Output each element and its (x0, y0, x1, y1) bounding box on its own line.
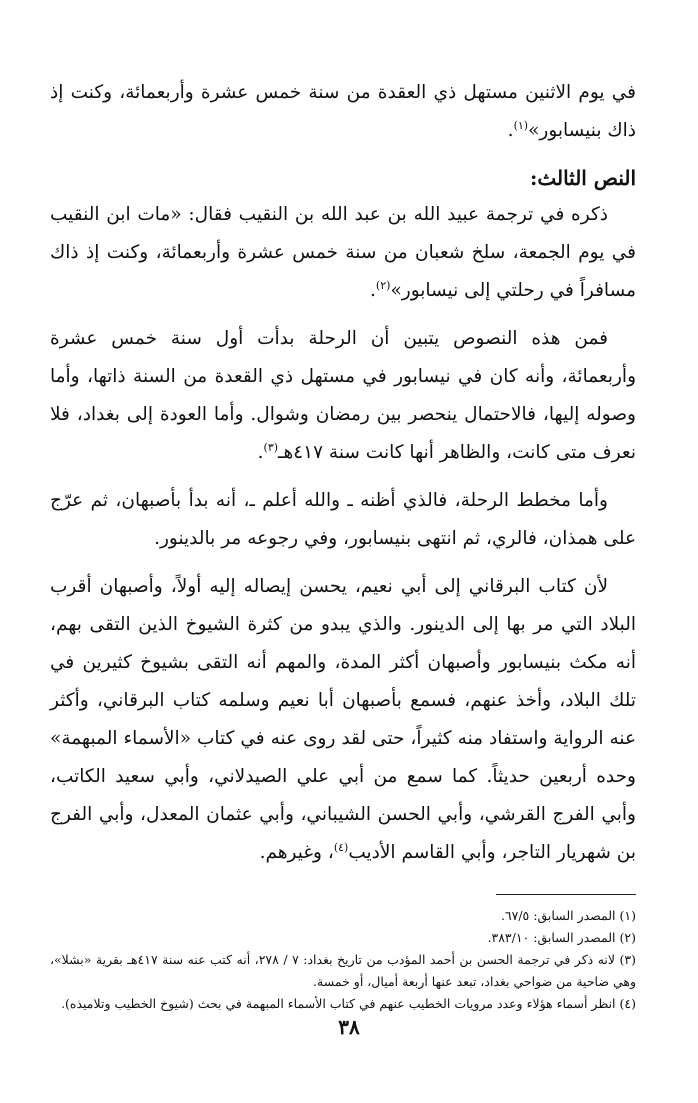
footnote-ref-1: (١) (513, 118, 529, 132)
paragraph-4: وأما مخطط الرحلة، فالذي أظنه ـ والله أعلم ـ، أنه بدأ بأصبهان، ثم عرّج على همذان، فالري، ثم انتهى بنيسابور، وفي رجوعه مر بالدينور. (50, 490, 636, 549)
footnote-ref-2: (٢) (375, 278, 391, 292)
paragraph-5-end: ، وغيرهم. (259, 842, 334, 863)
footnotes (50, 905, 636, 1015)
paragraph-2-text: ذكره في ترجمة عبيد الله بن عبد الله بن النقيب فقال: «مات ابن النقيب في يوم الجمعة، سلخ شعبان من سنة خمس عشرة وأربعمائة، وكنت إذ ذاك مسافراً في رحلتي إلى نيسابور» (50, 204, 636, 301)
paragraph-5 (50, 568, 636, 872)
paragraph-1 (50, 74, 636, 150)
paragraph-5-text: لأن كتاب البرقاني إلى أبي نعيم، يحسن إيصاله إليه أولاً، وأصبهان أقرب البلاد التي مر بها إلى الدينور. والذي يبدو من كثرة الشيوخ الذين التقى بهم، أنه مكث بنيسابور وأصبهان أكثر المدة، والمهم أنه التقى بشيوخ كثيرين في تلك البلاد، وأخذ عنهم، فسمع بأصبهان أبا نعيم وسلمه كتاب البرقاني، وأكثر عنه الرواية واستفاد منه كثيراً، حتى لقد روى عنه في كتاب «الأسماء المبهمة» وحده أربعين حديثاً. كما سمع من أبي علي الصيدلاني، وأبي سعيد الكاتب، وأبي الفرج القرشي، وأبي الحسن الشيباني، وأبي عثمان المعدل، وأبي الفرج بن شهريار التاجر، وأبي القاسم الأديب (50, 576, 636, 863)
paragraph-2-end: . (370, 280, 376, 301)
footnote-divider (496, 894, 636, 895)
paragraph-3 (50, 320, 636, 472)
page-number: ٣٨ (338, 1015, 360, 1039)
footnote-4: (٤) انظر أسماء هؤلاء وعدد مرويات الخطيب عنهم في كتاب الأسماء المبهمة في بحث (شيوخ الخطيب وتلاميذه). (61, 996, 636, 1011)
paragraph-2 (50, 196, 636, 310)
paragraph-1-end: . (507, 120, 514, 141)
paragraph-1-text: في يوم الاثنين مستهل ذي العقدة من سنة خمس عشرة وأربعمائة، وكنت إذ ذاك بنيسابور» (50, 82, 636, 141)
footnote-ref-3: (٣) (263, 440, 279, 454)
footnote-ref-4: (٤) (333, 840, 349, 854)
paragraph-3-text: فمن هذه النصوص يتبين أن الرحلة بدأت أول سنة خمس عشرة وأربعمائة، وأنه كان في نيسابور في مستهل ذي القعدة من السنة ذاتها، وأما وصوله إليها، فالاحتمال ينحصر بين رمضان وشوال. وأما العودة إلى بغداد، فلا نعرف متى كانت، والظاهر أنها كانت سنة ٤١٧هـ (50, 328, 636, 463)
paragraph-3-end: . (257, 442, 264, 463)
section-heading: النص الثالث: (529, 166, 636, 190)
footnote-3: (٣) لانه ذكر في ترجمة الحسن بن أحمد المؤدب من تاريخ بغداد: ٧ / ٢٧٨، أنه كتب عنه سنة ٤١٧هـ بقرية «بشلا»، وهي ضاحية من ضواحي بغداد، تبعد عنها أربعة أميال، أو خمسة. (50, 952, 636, 989)
footnote-1: (١) المصدر السابق: ٦٧/٥. (500, 908, 636, 923)
footnote-2: (٢) المصدر السابق: ٣٨٣/١٠. (487, 930, 636, 945)
